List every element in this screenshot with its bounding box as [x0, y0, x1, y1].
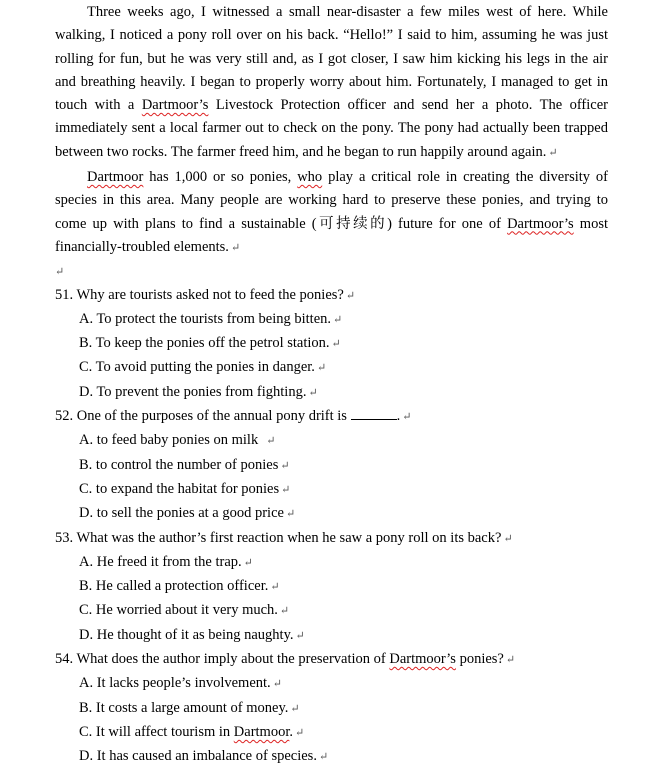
spellcheck-word: Dartmoor	[233, 723, 290, 740]
option-c: C. He worried about it very much. ↵	[79, 602, 290, 619]
spellcheck-word: Dartmoor	[87, 169, 144, 186]
option-d: D. It has caused an imbalance of species. ↵	[79, 748, 329, 765]
paragraph-mark-icon: ↵	[266, 435, 276, 448]
paragraph-mark-icon: ↵	[316, 362, 327, 375]
paragraph-mark-icon: ↵	[280, 459, 290, 472]
paragraph-mark-icon: ↵	[345, 289, 356, 302]
option-b: B. To keep the ponies off the petrol station. ↵	[79, 335, 341, 352]
option-d: D. To prevent the ponies from fighting. ↵	[79, 383, 318, 400]
paragraph-text: play a critical role in creating the diversity of species in this area. Many people are working hard to preserve these ponies, and trying to come up with plans to find a sustainable (可持续的) future for one of	[55, 169, 608, 232]
paragraph-mark-icon: ↵	[290, 702, 300, 715]
spellcheck-word: Dartmoor’s	[141, 97, 209, 114]
paragraph-mark-icon: ↵	[270, 581, 280, 594]
passage-paragraph-2	[55, 165, 608, 260]
paragraph-text: has 1,000 or so ponies,	[143, 169, 298, 186]
option-d: D. to sell the ponies at a good price ↵	[79, 505, 296, 522]
paragraph-mark-icon: ↵	[548, 146, 558, 159]
paragraph-mark-icon: ↵	[230, 241, 241, 254]
question-stem: 54. What does the author imply about the preservation of Dartmoor’s ponies? ↵	[55, 651, 516, 668]
option-a: A. He freed it from the trap. ↵	[79, 553, 253, 570]
option-c: C. to expand the habitat for ponies ↵	[79, 480, 291, 497]
question-52	[55, 405, 608, 526]
option-a: A. to feed baby ponies on milk ↵	[79, 432, 276, 449]
paragraph-mark-icon: ↵	[294, 726, 305, 739]
passage-paragraph-1	[55, 0, 608, 165]
answer-blank	[351, 407, 397, 420]
option-b: B. He called a protection officer. ↵	[79, 578, 280, 595]
paragraph-mark-icon: ↵	[333, 313, 343, 326]
question-54	[55, 648, 608, 769]
question-stem: 52. One of the purposes of the annual pony drift is . ↵	[55, 408, 412, 425]
paragraph-mark-icon: ↵	[55, 266, 65, 279]
question-53	[55, 527, 608, 648]
document-page	[55, 0, 608, 770]
paragraph-text: Livestock Protection officer and send her a photo. The officer immediately sent a local farmer out to check on the pony. The pony had actually been trapped between two rocks. The farmer freed him, and he began to run happily around again.	[55, 97, 608, 160]
paragraph-mark-icon: ↵	[279, 605, 290, 618]
empty-line	[55, 260, 608, 283]
paragraph-mark-icon: ↵	[308, 386, 318, 399]
paragraph-mark-icon: ↵	[503, 532, 513, 545]
spellcheck-word: who	[297, 169, 323, 186]
question-stem: 53. What was the author’s first reaction when he saw a pony roll on its back? ↵	[55, 529, 513, 546]
paragraph-mark-icon: ↵	[295, 629, 305, 642]
paragraph-mark-icon: ↵	[285, 508, 296, 521]
option-c: C. To avoid putting the ponies in danger. ↵	[79, 359, 327, 376]
paragraph-mark-icon: ↵	[402, 411, 412, 424]
question-stem: 51. Why are tourists asked not to feed the ponies? ↵	[55, 286, 356, 303]
paragraph-text: most financially-troubled elements.	[55, 215, 608, 255]
option-b: B. It costs a large amount of money. ↵	[79, 699, 300, 716]
paragraph-mark-icon: ↵	[331, 338, 341, 351]
paragraph-text: Three weeks ago, I witnessed a small near-disaster a few miles west of here. While walking, I noticed a pony roll over on his back. “Hello!” I said to him, assuming he was just rolling for fun, but he was very still and, as I got closer, I saw him kicking his legs in the air and breathing heavily. I began to properly worry about him. Fortunately, I managed to get in touch with a	[55, 4, 608, 114]
option-a: A. It lacks people’s involvement. ↵	[79, 675, 282, 692]
paragraph-mark-icon: ↵	[505, 654, 516, 667]
paragraph-mark-icon: ↵	[318, 751, 329, 764]
question-51	[55, 284, 608, 405]
option-b: B. to control the number of ponies ↵	[79, 456, 290, 473]
paragraph-mark-icon: ↵	[281, 483, 291, 496]
paragraph-mark-icon: ↵	[272, 678, 282, 691]
option-d: D. He thought of it as being naughty. ↵	[79, 626, 305, 643]
spellcheck-word: Dartmoor’s	[389, 651, 456, 668]
paragraph-mark-icon: ↵	[243, 556, 253, 569]
spellcheck-word: Dartmoor’s	[507, 215, 574, 232]
option-a: A. To protect the tourists from being bitten. ↵	[79, 310, 343, 327]
option-c: C. It will affect tourism in Dartmoor. ↵	[79, 723, 305, 740]
